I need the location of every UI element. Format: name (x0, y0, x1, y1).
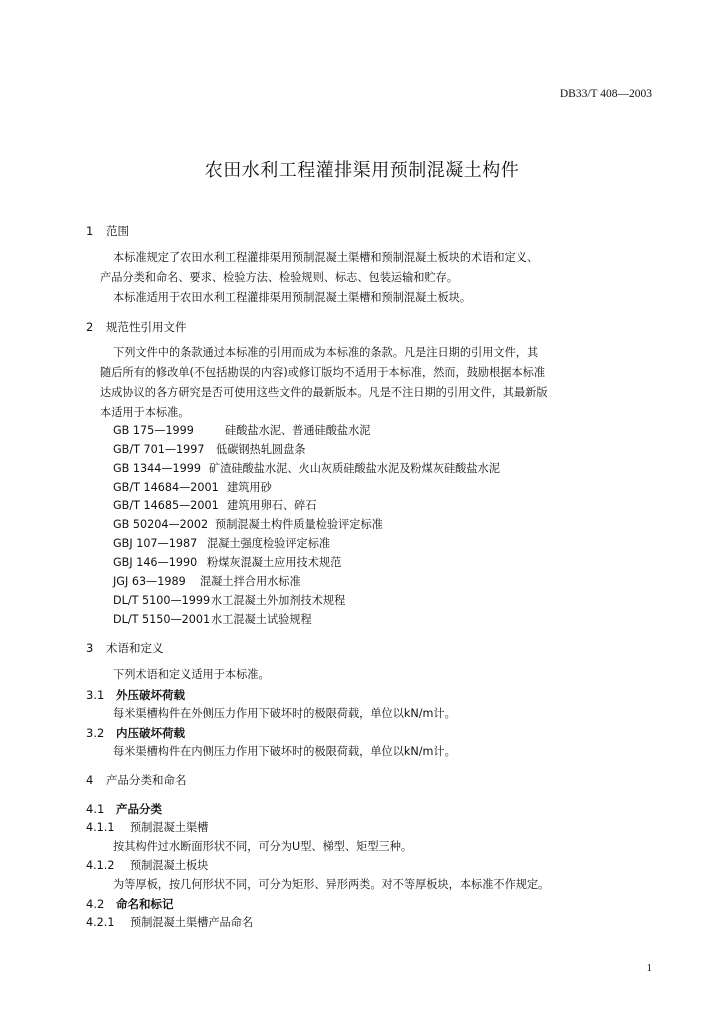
section-3-heading (86, 641, 164, 655)
term-definition: 每米渠槽构件在外侧压力作用下破坏时的极限荷载，单位以kN/m计。 (113, 707, 456, 720)
subsection-number: 4.1.1 (86, 821, 115, 834)
term-title: 外压破坏荷载 (116, 688, 185, 702)
reference-code: GB 1344—1999 (113, 462, 202, 475)
reference-title: 低碳钢热轧圆盘条 (216, 443, 306, 456)
reference-item (113, 499, 317, 513)
subsection-title: 命名和标记 (116, 897, 174, 911)
reference-item (113, 594, 345, 608)
reference-title: 预制混凝土构件质量检验评定标准 (215, 518, 383, 531)
reference-item (113, 443, 306, 457)
page-number: 1 (646, 962, 652, 974)
term-number: 3.2 (86, 726, 105, 740)
reference-item (113, 556, 341, 570)
doc-code: DB33/T 408—2003 (559, 88, 652, 100)
section-title: 范围 (106, 224, 129, 238)
subsection-4-2-heading (86, 897, 174, 911)
reference-item (113, 462, 500, 476)
subsection-number: 4.2.1 (86, 916, 115, 929)
reference-title: 矿渣硅酸盐水泥、火山灰质硅酸盐水泥及粉煤灰硅酸盐水泥 (209, 462, 500, 475)
section-2-heading (86, 320, 187, 334)
section-number: 4 (86, 773, 94, 787)
reference-code: DL/T 5150—2001 (113, 613, 211, 626)
reference-code: GBJ 146—1990 (113, 556, 198, 569)
section-number: 1 (86, 224, 94, 238)
paragraph-line: 本适用于本标准。 (100, 406, 190, 419)
reference-code: GB 50204—2002 (113, 518, 209, 531)
reference-title: 粉煤灰混凝土应用技术规范 (207, 556, 342, 569)
section-title: 术语和定义 (106, 641, 164, 655)
reference-item (113, 424, 370, 438)
page-title: 农田水利工程灌排渠用预制混凝土构件 (204, 160, 520, 181)
reference-code: JGJ 63—1989 (113, 575, 186, 588)
subsection-number: 4.1 (86, 802, 105, 816)
reference-title: 水工混凝土外加剂技术规程 (211, 594, 346, 607)
reference-item (113, 518, 383, 532)
term-title: 内压破坏荷载 (116, 726, 185, 740)
subsection-number: 4.2 (86, 897, 105, 911)
reference-title: 建筑用卵石、碎石 (227, 499, 317, 512)
paragraph-line: 本标准规定了农田水利工程灌排渠用预制混凝土渠槽和预制混凝土板块的术语和定义、 (113, 251, 539, 264)
subsection-4-2-1-heading (86, 916, 253, 930)
subsection-4-1-heading (86, 802, 162, 816)
reference-item (113, 481, 272, 495)
subsection-4-1-1-heading (86, 821, 208, 835)
term-definition: 每米渠槽构件在内侧压力作用下破坏时的极限荷载，单位以kN/m计。 (113, 745, 456, 758)
term-3-2-heading (86, 726, 185, 740)
reference-item (113, 537, 330, 551)
reference-title: 混凝土拌合用水标准 (200, 575, 301, 588)
term-number: 3.1 (86, 688, 105, 702)
reference-title: 混凝土强度检验评定标准 (207, 537, 331, 550)
paragraph-line: 随后所有的修改单(不包括勘误的内容)或修订版均不适用于本标准，然而，鼓励根据本标准 (100, 366, 546, 379)
subsection-title: 产品分类 (116, 802, 162, 816)
reference-code: DL/T 5100—1999 (113, 594, 211, 607)
reference-title: 水工混凝土试验规程 (211, 613, 312, 626)
subsection-title: 预制混凝土渠槽 (130, 821, 209, 834)
reference-code: GB/T 701—1997 (113, 443, 205, 456)
section-title: 规范性引用文件 (106, 320, 187, 334)
reference-code: GB 175—1999 (113, 424, 194, 437)
section-number: 2 (86, 320, 94, 334)
paragraph-line: 按其构件过水断面形状不同，可分为U型、梯型、矩型三种。 (113, 840, 413, 853)
subsection-title: 预制混凝土板块 (130, 859, 209, 872)
paragraph-line: 达成协议的各方研究是否可使用这些文件的最新版本。凡是不注日期的引用文件，其最新版 (100, 386, 548, 399)
reference-code: GB/T 14684—2001 (113, 481, 219, 494)
paragraph-line: 下列术语和定义适用于本标准。 (113, 668, 270, 681)
section-1-heading (86, 224, 129, 238)
reference-item (113, 613, 312, 627)
term-3-1-heading (86, 688, 185, 702)
subsection-title: 预制混凝土渠槽产品命名 (130, 916, 254, 929)
paragraph-line: 本标准适用于农田水利工程灌排渠用预制混凝土渠槽和预制混凝土板块。 (113, 291, 472, 304)
reference-title: 建筑用砂 (227, 481, 272, 494)
reference-code: GBJ 107—1987 (113, 537, 198, 550)
paragraph-line: 下列文件中的条款通过本标准的引用而成为本标准的条款。凡是注日期的引用文件，其 (113, 346, 539, 359)
paragraph-line: 为等厚板，按几何形状不同，可分为矩形、异形两类。对不等厚板块，本标准不作规定。 (113, 878, 550, 891)
subsection-4-1-2-heading (86, 859, 208, 873)
section-number: 3 (86, 641, 94, 655)
section-title: 产品分类和命名 (106, 773, 187, 787)
subsection-number: 4.1.2 (86, 859, 115, 872)
reference-title: 硅酸盐水泥、普通硅酸盐水泥 (225, 424, 371, 437)
reference-item (113, 575, 301, 589)
section-4-heading (86, 773, 187, 787)
paragraph-line: 产品分类和命名、要求、检验方法、检验规则、标志、包装运输和贮存。 (100, 271, 459, 284)
reference-code: GB/T 14685—2001 (113, 499, 219, 512)
